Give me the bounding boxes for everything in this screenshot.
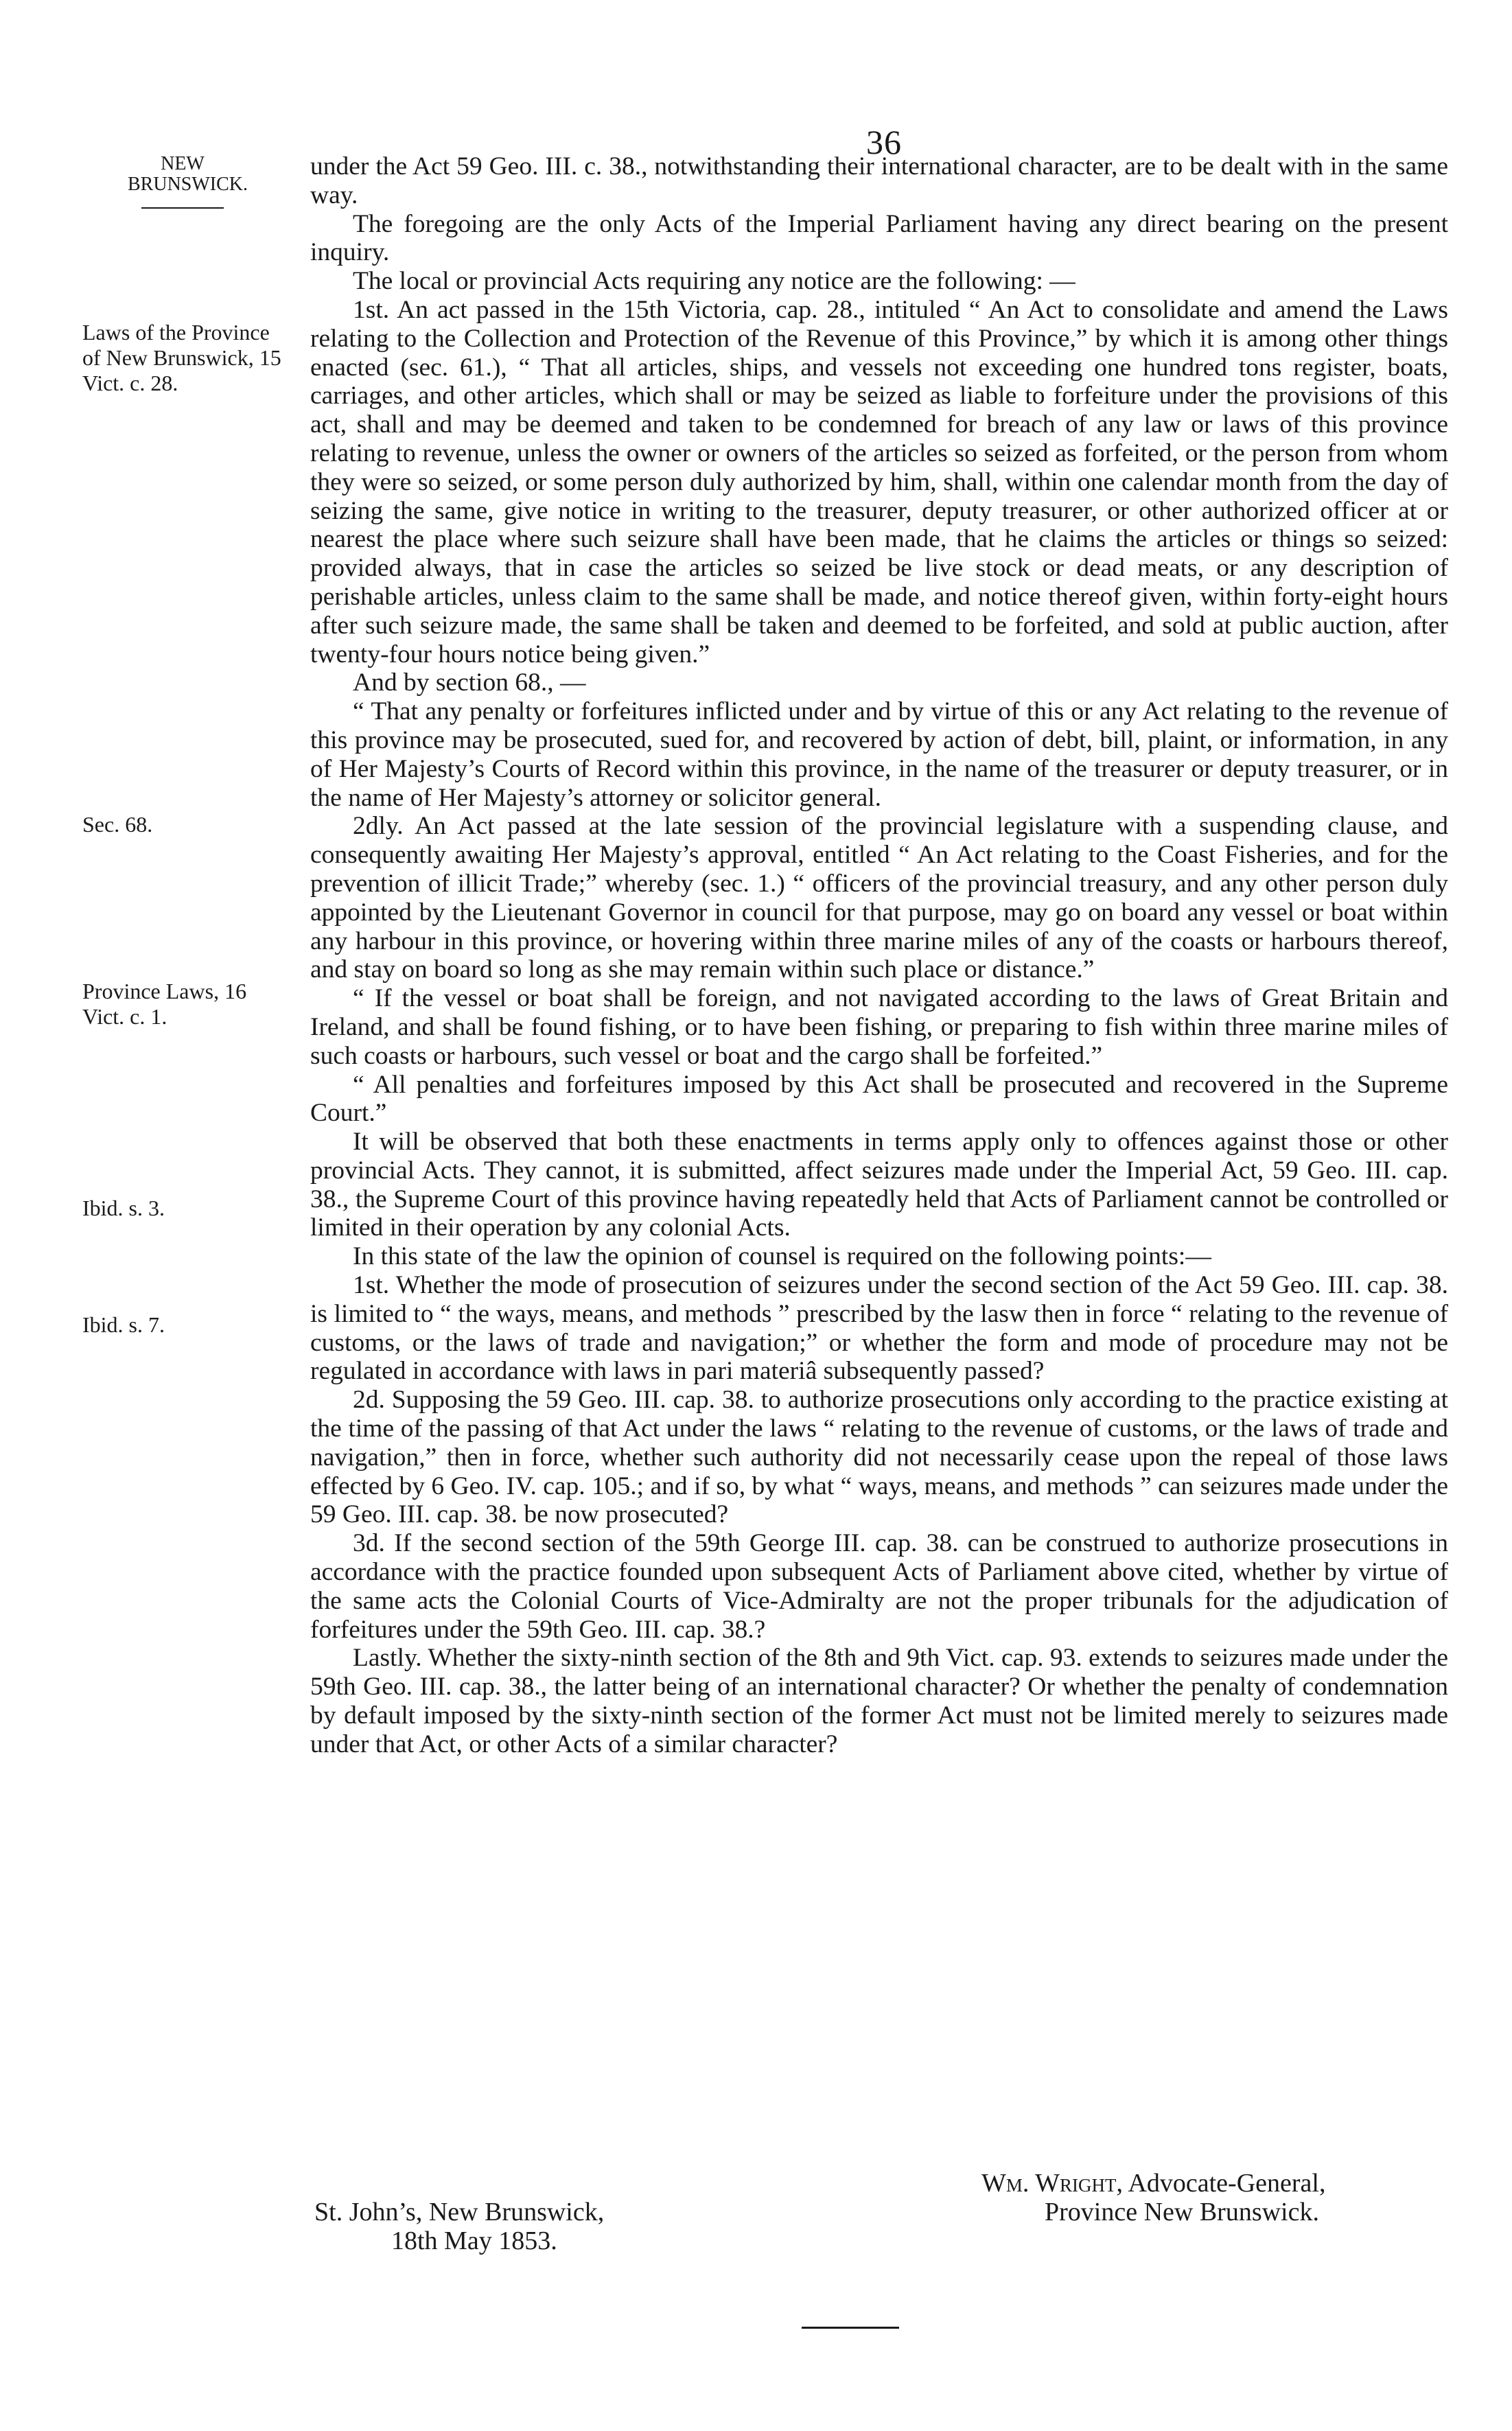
- paragraph: “ That any penalty or forfeitures inflicted under and by virtue of this or any Act relating to the revenue of this province may be prosecuted, sued for, and recovered by action of debt, bill, plaint, or information, in any of Her Majesty’s Courts of Record within this province, in the name of the treasurer or deputy treasurer, or in the name of Her Majesty’s attorney or solicitor general.: [310, 697, 1448, 812]
- paragraph: The local or provincial Acts requiring any notice are the following: —: [353, 267, 1075, 296]
- signature-title: , Advocate-General,: [1116, 2169, 1326, 2198]
- paragraph: “ All penalties and forfeitures imposed by this Act shall be prosecuted and recovered in the Supreme Court.”: [310, 1070, 1448, 1128]
- margin-note-laws: Laws of the Province of New Brunswick, 15 Vict. c. 28.: [82, 320, 281, 395]
- paragraph: And by section 68., —: [353, 668, 586, 697]
- paragraph: 1st. An act passed in the 15th Victoria, cap. 28., intituled “ An Act to consolidate and amend the Laws relating to the Collection and Protection of the Revenue of this Province,” by which it is among other things enacted (sec. 61.), “ That all articles, ships, and vessels not exceeding one hundred tons register, boats, carriages, and other articles, which shall or may be seized as liable to forfeiture under the provisions of this act, shall and may be deemed and taken to be condemned for breach of any law or laws of this province relating to revenue, unless the owner or owners of the articles so seized as forfeited, or the person from whom they were so seized, or some person duly authorized by him, shall, within one calendar month from the day of seizing the same, give notice in writing to the treasurer, deputy treasurer, or other authorized officer at or nearest the place where such seizure shall have been made, that he claims the articles or things so seized: provided always, that in case the articles so seized be live stock or dead meats, or any description of perishable articles, unless claim to the same shall be made, and notice thereof given, within forty-eight hours after such seizure made, the same shall be taken and deemed to be forfeited, and sold at public auction, after twenty-four hours notice being given.”: [310, 295, 1448, 668]
- paragraph: In this state of the law the opinion of counsel is required on the following points:—: [353, 1242, 1211, 1271]
- signature-line: [981, 2169, 1325, 2198]
- paragraph: The foregoing are the only Acts of the Imperial Parliament having any direct bearing on the present inquiry.: [310, 209, 1448, 267]
- paragraph: 2d. Supposing the 59 Geo. III. cap. 38. to authorize prosecutions only according to the practice existing at the time of the passing of that Act under the laws “ relating to the revenue of customs, or the laws of trade and navigation,” then in force, whether such authority did not necessarily cease upon the repeal of those laws effected by 6 Geo. IV. cap. 105.; and if so, by what “ ways, means, and methods ” can seizures made under the 59 Geo. III. cap. 38. be now prosecuted?: [310, 1386, 1448, 1529]
- margin-note-ibid-s3: Ibid. s. 3.: [82, 1196, 165, 1220]
- body-text: [310, 152, 1448, 1759]
- margin-header: [128, 153, 248, 209]
- margin-header-text: NEW BRUNSWICK.: [128, 153, 248, 195]
- signature-name: Wm. Wright: [981, 2169, 1117, 2198]
- paragraph: “ If the vessel or boat shall be foreign, and not navigated according to the laws of Great Britain and Ireland, and shall be found fishing, or to have been fishing, or preparing to fish within three marine miles of such coasts or harbours, such vessel or boat and the cargo shall be forfeited.”: [310, 984, 1448, 1070]
- signature-block: [981, 2169, 1325, 2226]
- paragraph: 2dly. An Act passed at the late session of the provincial legislature with a suspending clause, and consequently awaiting Her Majesty’s approval, entitled “ An Act relating to the Coast Fisheries, and for the prevention of illicit Trade;” whereby (sec. 1.) “ officers of the provincial treasury, and any other person duly appointed by the Lieutenant Governor in council for that purpose, may go on board any vessel or boat within any harbour in this province, or hovering within three marine miles of any of the coasts or harbours thereof, and stay on board so long as she may remain within such place or distance.”: [310, 812, 1448, 984]
- margin-header-rule: [141, 207, 224, 209]
- end-rule: [802, 2327, 899, 2329]
- paragraph: under the Act 59 Geo. III. c. 38., notwithstanding their international character, are to be dealt with in the same way.: [310, 152, 1448, 209]
- signature-province: Province New Brunswick.: [1045, 2198, 1319, 2226]
- paragraph: Lastly. Whether the sixty-ninth section of the 8th and 9th Vict. cap. 93. extends to seizures made under the 59th Geo. III. cap. 38., the latter being of an international character? Or whether the penalty of condemnation by default imposed by the sixty-ninth section of the former Act must not be limited merely to seizures made under that Act, or other Acts of a similar character?: [310, 1644, 1448, 1758]
- date-line: 18th May 1853.: [391, 2226, 557, 2255]
- margin-note-ibid-s7: Ibid. s. 7.: [82, 1312, 165, 1337]
- margin-note-province-laws: Province Laws, 16 Vict. c. 1.: [82, 979, 247, 1029]
- place-line: St. John’s, New Brunswick,: [314, 2198, 605, 2226]
- page-number: 36: [866, 123, 902, 161]
- paragraph: 3d. If the second section of the 59th George III. cap. 38. can be construed to authorize prosecutions in accordance with the practice founded upon subsequent Acts of Parliament above cited, whether by virtue of the same acts the Colonial Courts of Vice-Admiralty are not the proper tribunals for the adjudication of forfeitures under the 59th Geo. III. cap. 38.?: [310, 1529, 1448, 1644]
- place-date-block: [314, 2198, 604, 2255]
- paragraph: 1st. Whether the mode of prosecution of seizures under the second section of the Act 59 Geo. III. cap. 38. is limited to “ the ways, means, and methods ” prescribed by the lasw then in force “ relating to the revenue of customs, or the laws of trade and navigation;” or whether the form and mode of procedure may not be regulated in accordance with laws in pari materiâ subsequently passed?: [310, 1271, 1448, 1386]
- margin-note-sec68: Sec. 68.: [82, 812, 153, 837]
- paragraph: It will be observed that both these enactments in terms apply only to offences against those or other provincial Acts. They cannot, it is submitted, affect seizures made under the Imperial Act, 59 Geo. III. cap. 38., the Supreme Court of this province having repeatedly held that Acts of Parliament cannot be controlled or limited in their operation by any colonial Acts.: [310, 1128, 1448, 1242]
